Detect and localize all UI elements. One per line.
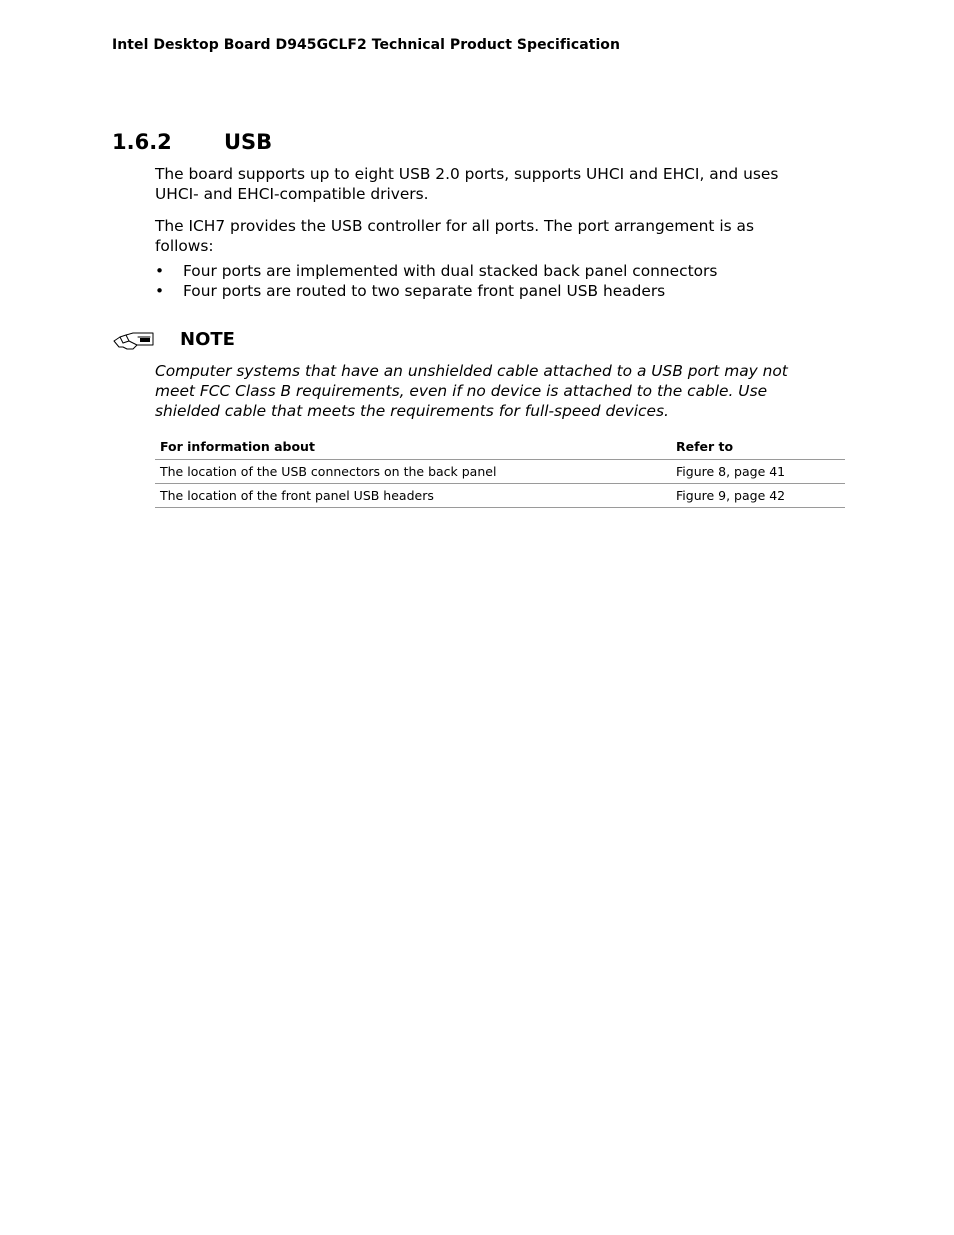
bullet-dot-icon: • bbox=[155, 282, 165, 300]
paragraph: The board supports up to eight USB 2.0 ports, supports UHCI and EHCI, and uses UHCI- and EHCI-compatible drivers. bbox=[155, 165, 779, 203]
bullet-list bbox=[155, 261, 717, 301]
bullet-text: Four ports are implemented with dual stacked back panel connectors bbox=[183, 262, 718, 280]
table-row bbox=[155, 484, 845, 508]
table-cell: Figure 9, page 42 bbox=[671, 484, 845, 508]
bullet-item bbox=[155, 281, 717, 301]
table-header-row bbox=[155, 436, 845, 460]
bullet-item bbox=[155, 261, 717, 281]
table-row bbox=[155, 460, 845, 484]
reference-table bbox=[155, 436, 845, 508]
paragraph: The ICH7 provides the USB controller for all ports. The port arrangement is as follows: bbox=[155, 217, 754, 255]
section-number: 1.6.2 bbox=[112, 130, 172, 154]
note-hand-icon bbox=[113, 327, 157, 353]
section-title: USB bbox=[224, 130, 273, 154]
section-heading bbox=[112, 130, 272, 154]
running-header: Intel Desktop Board D945GCLF2 Technical Product Specification bbox=[112, 37, 620, 53]
column-header: For information about bbox=[155, 436, 671, 460]
bullet-text: Four ports are routed to two separate front panel USB headers bbox=[183, 282, 666, 300]
table-cell: The location of the front panel USB headers bbox=[155, 484, 671, 508]
table-cell: The location of the USB connectors on the back panel bbox=[155, 460, 671, 484]
column-header: Refer to bbox=[671, 436, 845, 460]
table-cell: Figure 8, page 41 bbox=[671, 460, 845, 484]
bullet-dot-icon: • bbox=[155, 262, 165, 280]
note-title: NOTE bbox=[180, 329, 235, 350]
note-text: Computer systems that have an unshielded cable attached to a USB port may not meet FCC Class B requirements, even if no device is attached to the cable. Use shielded cable that meets the requirements for full-speed devices. bbox=[155, 362, 788, 420]
